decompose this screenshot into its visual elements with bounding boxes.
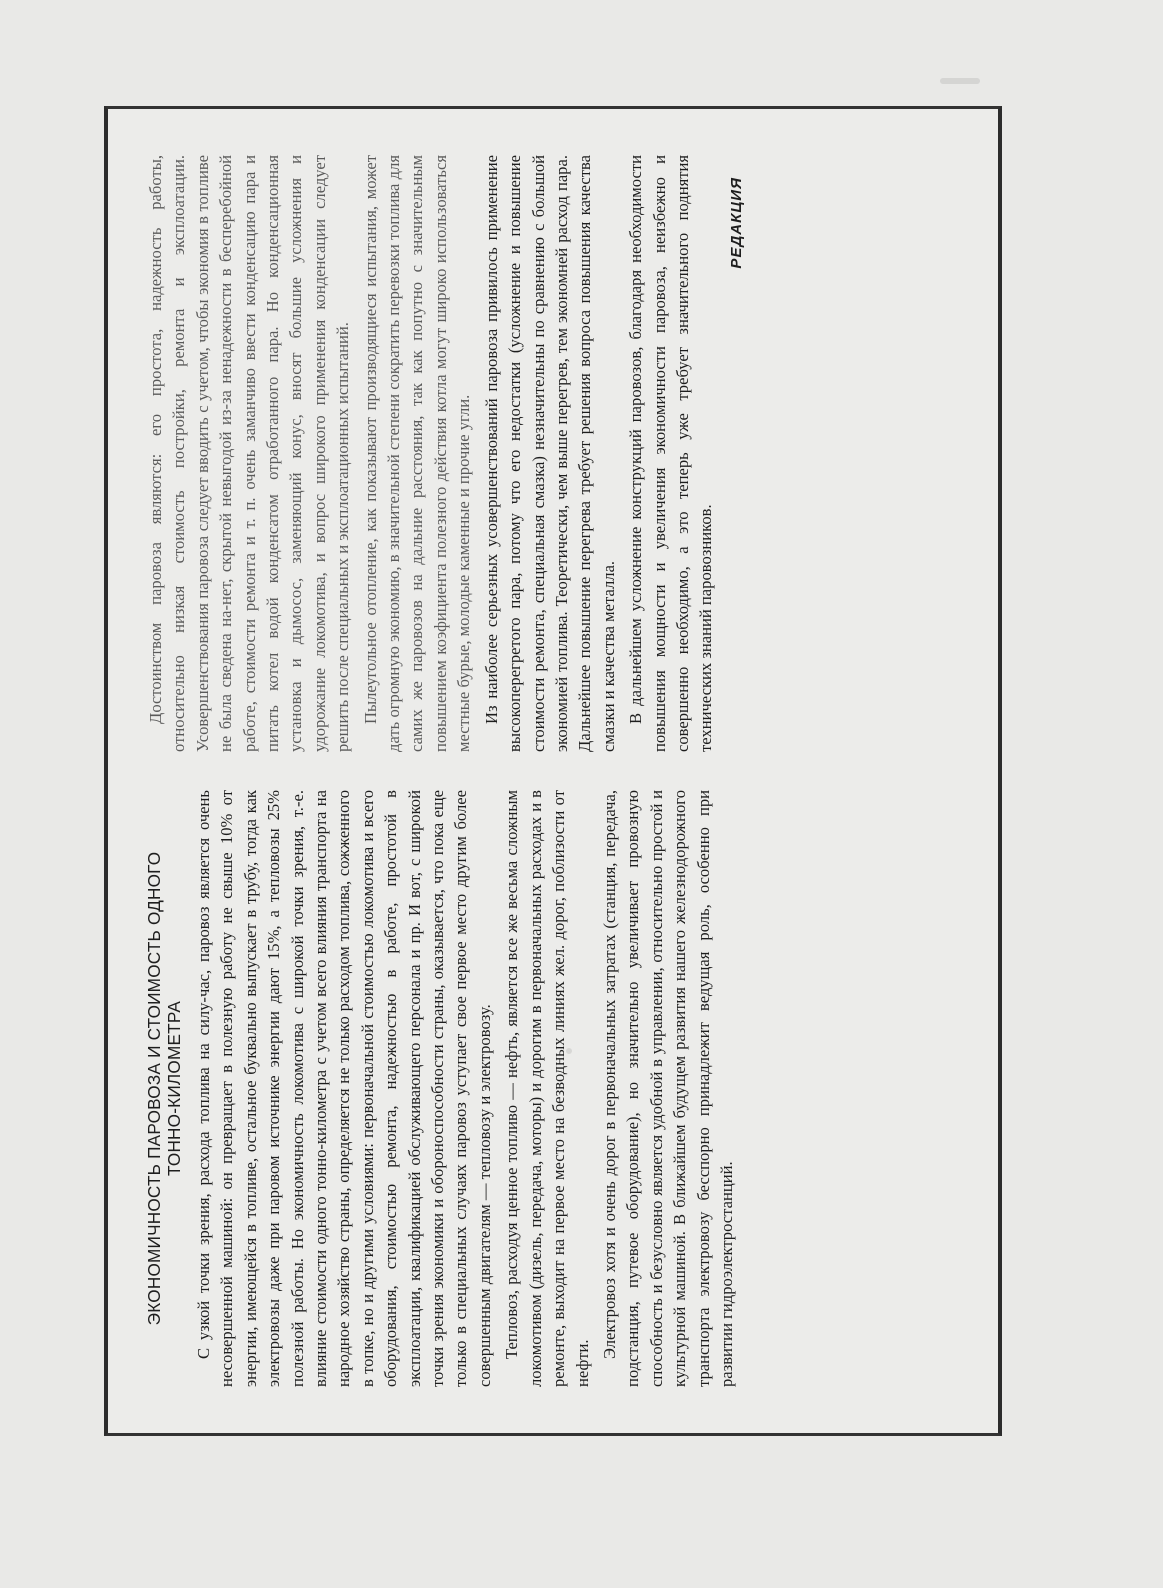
article-title-line-2: ТОННО-КИЛОМЕТРА [164,1000,184,1177]
paragraph: В дальнейшем усложнение конструкций паровозов, благодаря необходимости повышения мощности и увеличения экономичности паровоза, неизбежно и совершенно необходимо, а это теперь уже требует значительного поднятия технических знаний паровозников. [626,155,716,752]
rotated-article [118,121,988,1421]
scan-smudge [940,78,980,84]
paragraph: Из наиболее серьезных усовершенствований паровоза привилось применение высокоперегретого пара, потому что его недостатки (усложнение и повышение стоимости ремонта, специальная смазка) незначительны по сравнению с большой экономией топлива. Теоретически, чем выше перегрев, тем экономней расход пара. Дальнейшее повышение перегрева требует решения вопроса повышения качества смазки и качества металла. [481,155,618,752]
article-title-line-1: ЭКОНОМИЧНОСТЬ ПАРОВОЗА И СТОИМОСТЬ ОДНОГО [144,851,164,1326]
scan-smudge [566,1048,572,1054]
paragraph: Электровоз хотя и очень дорог в первоначальных затратах (станция, передача, подстанция, путевое оборудование), но значительно увеличивает провозную способность и безусловно является удобной в управлении, относительно простой и культурной машиной. В ближайшем будущем развития нашего железнодорожного транспорта электровозу бесспорно принадлежит ведущая роль, особенно при развитии гидроэлектростанций. [599,790,736,1387]
article-title [144,790,184,1387]
paragraph: Пылеугольное отопление, как показывают производящиеся испытания, может дать огромную экономию, в значительной степени сократить перевозки топлива для самих же паровозов на дальние расстояния, так как попутно с значительным повышением коэфициента полезного действия котла могут широко использоваться местные бурые, молодые каменные и прочие угли. [360,155,474,752]
paragraph: Тепловоз, расходуя ценное топливо — нефть, является все же весьма сложным локомотивом (дизель, передача, моторы) и дорогим в первоначальных расходах и в ремонте, выходит на первое место на безводных линиях жел. дорог, поблизости от нефти. [502,790,592,1387]
paragraph: С узкой точки зрения, расхода топлива на силу-час, паровоз является очень несовершенной машиной: он превращает в полезную работу не свыше 10% от энергии, имеющейся в топливе, остальное буквально выпускает в трубу, тогда как электровозы даже при паровом источнике энергии дают 15%, а тепловозы 25% полезной работы. Но экономичность локомотива с широкой точки зрения, т.-е. влияние стоимости одного тонно-километра с учетом всего влияния транспорта на народное хозяйство страны, определяется не только расходом топлива, сожженного в топке, но и другими условиями: первоначальной стоимостью локомотива и всего оборудования, стоимостью ремонта, надежностью в работе, простотой в эксплоатации, квалификацией обслуживающего персонала и пр. И вот, с широкой точки зрения экономики и обороноспособности страны, оказывается, что пока еще только в специальных случаях паровоз уступает свое первое место другим более совершенным двигателям — тепловозу и электровозу. [194,790,494,1387]
page-frame [104,106,1002,1436]
paragraph: Достоинством паровоза являются: его простота, надежность работы, относительно низкая стоимость постройки, ремонта и эксплоатации. Усовершенствования паровоза следует вводить с учетом, чтобы экономия в топливе не была сведена на-нет, скрытой невыгодой из-за ненадежности в бесперебойной работе, стоимости ремонта и т. п. очень заманчиво ввести конденсацию пара и питать котел водой конденсатом отработанного пара. Но конденсационная установка и дымосос, заменяющий конус, вносят большие усложнения и удорожание локомотива, и вопрос широкого применения конденсации следует решить после специальных и эксплоатационных испытаний. [146,155,353,752]
editorial-signature: РЕДАКЦИЯ [727,177,745,269]
article-columns [144,155,970,1387]
left-column [144,790,970,1387]
right-column [144,155,970,752]
